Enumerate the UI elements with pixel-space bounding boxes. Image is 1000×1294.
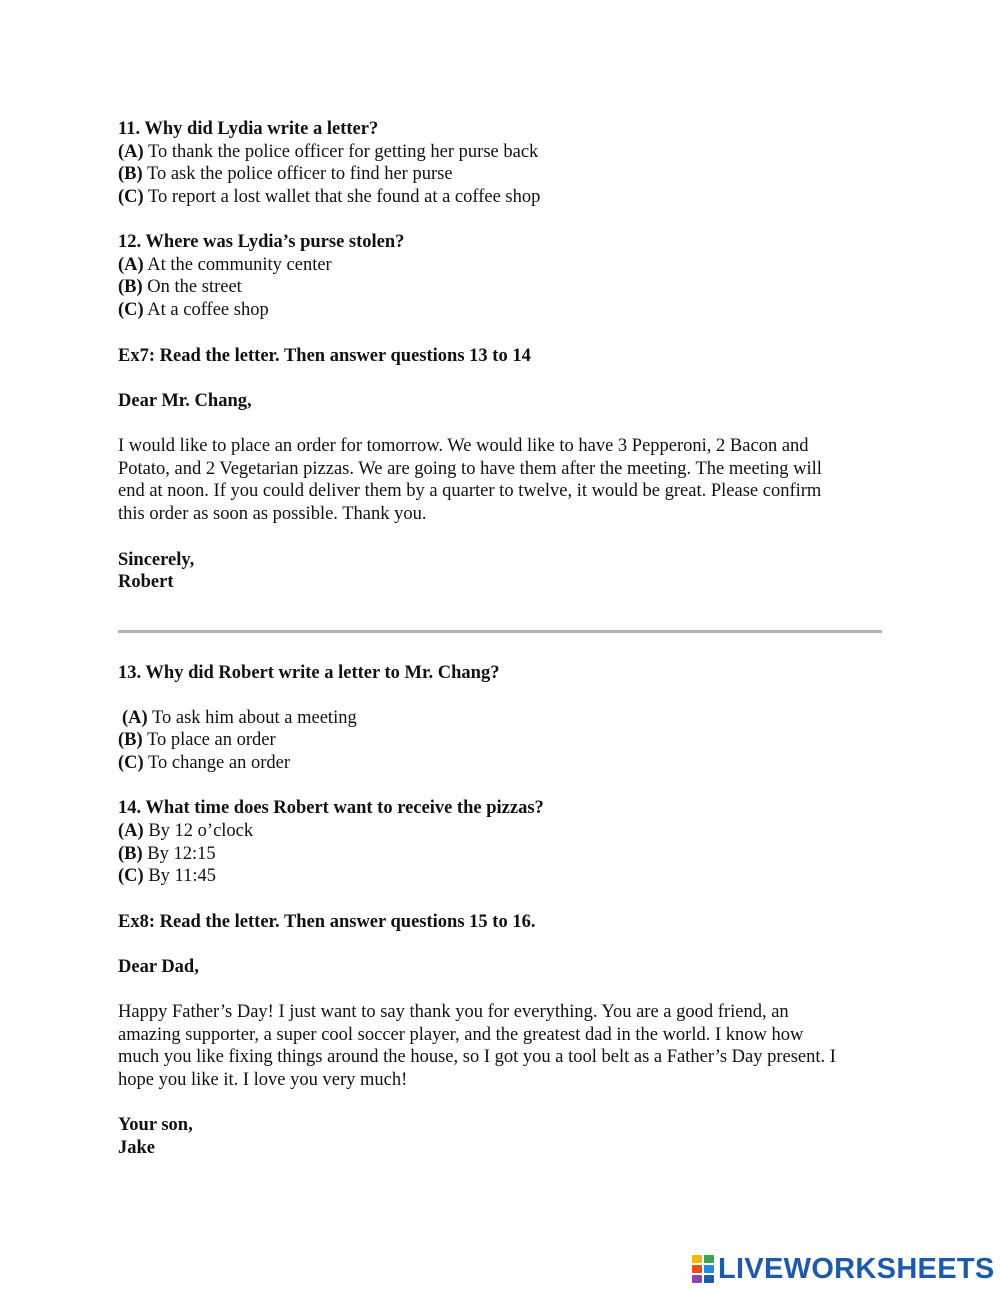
liveworksheets-logo[interactable] bbox=[692, 1252, 995, 1286]
logo-block bbox=[692, 1275, 702, 1283]
question-11-title: 11. Why did Lydia write a letter? bbox=[118, 119, 379, 139]
option-text: To ask the police officer to find her purse bbox=[142, 164, 453, 184]
question-12-option-b[interactable] bbox=[118, 276, 242, 298]
logo-block bbox=[692, 1265, 702, 1273]
ex7-heading: Ex7: Read the letter. Then answer questions 13 to 14 bbox=[118, 346, 531, 366]
question-14-option-b[interactable] bbox=[118, 843, 216, 865]
letter-line: Happy Father’s Day! I just want to say thank you for everything. You are a good friend, an bbox=[118, 1002, 789, 1022]
ex7-closing: Sincerely, bbox=[118, 550, 195, 570]
option-letter: (C) bbox=[118, 300, 144, 320]
option-text: To ask him about a meeting bbox=[147, 708, 357, 728]
question-13-option-a[interactable] bbox=[122, 707, 357, 729]
ex7-letter-body bbox=[118, 435, 888, 526]
option-letter: (B) bbox=[118, 730, 143, 750]
letter-line: Potato, and 2 Vegetarian pizzas. We are going to have them after the meeting. The meeting will bbox=[118, 458, 822, 479]
question-14-title: 14. What time does Robert want to receive the pizzas? bbox=[118, 798, 544, 818]
option-letter: (A) bbox=[118, 821, 144, 841]
logo-block bbox=[704, 1255, 714, 1263]
option-text: At the community center bbox=[143, 255, 332, 275]
logo-text: LIVEWORKSHEETS bbox=[718, 1253, 995, 1285]
logo-block bbox=[704, 1275, 714, 1283]
logo-blocks-icon bbox=[692, 1255, 714, 1283]
option-text: By 12 o’clock bbox=[143, 821, 254, 841]
option-letter: (A) bbox=[118, 142, 144, 162]
letter-line: this order as soon as possible. Thank you. bbox=[118, 504, 427, 525]
question-14-option-c[interactable] bbox=[118, 865, 216, 887]
option-letter: (B) bbox=[118, 164, 143, 184]
option-text: At a coffee shop bbox=[143, 300, 269, 320]
letter-line: I would like to place an order for tomorrow. We would like to have 3 Pepperoni, 2 Bacon and bbox=[118, 436, 809, 456]
question-13-option-c[interactable] bbox=[118, 752, 290, 774]
question-14-option-a[interactable] bbox=[118, 820, 253, 842]
question-13-title: 13. Why did Robert write a letter to Mr. Chang? bbox=[118, 663, 500, 683]
option-letter: (C) bbox=[118, 866, 144, 886]
ex8-heading: Ex8: Read the letter. Then answer questions 15 to 16. bbox=[118, 912, 536, 932]
question-12-option-c[interactable] bbox=[118, 299, 269, 321]
option-letter: (A) bbox=[122, 708, 148, 728]
logo-block bbox=[704, 1265, 714, 1273]
logo-block bbox=[692, 1255, 702, 1263]
option-text: To thank the police officer for getting her purse back bbox=[143, 142, 539, 162]
ex8-greeting: Dear Dad, bbox=[118, 957, 199, 977]
option-letter: (C) bbox=[118, 187, 144, 207]
ex8-signature: Jake bbox=[118, 1138, 155, 1158]
option-text: To place an order bbox=[142, 730, 276, 750]
ex8-letter-body bbox=[118, 1001, 888, 1092]
question-12-title: 12. Where was Lydia’s purse stolen? bbox=[118, 232, 405, 252]
option-text: On the street bbox=[142, 277, 242, 297]
letter-line: amazing supporter, a super cool soccer player, and the greatest dad in the world. I know how bbox=[118, 1024, 804, 1045]
option-letter: (B) bbox=[118, 277, 143, 297]
option-text: By 12:15 bbox=[142, 844, 216, 864]
ex8-closing: Your son, bbox=[118, 1115, 193, 1135]
option-letter: (B) bbox=[118, 844, 143, 864]
option-letter: (A) bbox=[118, 255, 144, 275]
option-letter: (C) bbox=[118, 753, 144, 773]
question-11-option-a[interactable] bbox=[118, 141, 538, 163]
option-text: To change an order bbox=[143, 753, 290, 773]
option-text: To report a lost wallet that she found at a coffee shop bbox=[143, 187, 541, 207]
question-11-option-b[interactable] bbox=[118, 163, 453, 185]
letter-line: end at noon. If you could deliver them by a quarter to twelve, it would be great. Please confirm bbox=[118, 481, 822, 502]
letter-line: hope you like it. I love you very much! bbox=[118, 1070, 408, 1091]
ex7-greeting: Dear Mr. Chang, bbox=[118, 391, 252, 411]
question-13-option-b[interactable] bbox=[118, 729, 276, 751]
letter-line: much you like fixing things around the house, so I got you a tool belt as a Father’s Day present. I bbox=[118, 1047, 836, 1068]
section-divider bbox=[118, 630, 882, 633]
option-text: By 11:45 bbox=[143, 866, 216, 886]
question-11-option-c[interactable] bbox=[118, 186, 540, 208]
question-12-option-a[interactable] bbox=[118, 254, 332, 276]
ex7-signature: Robert bbox=[118, 572, 174, 592]
